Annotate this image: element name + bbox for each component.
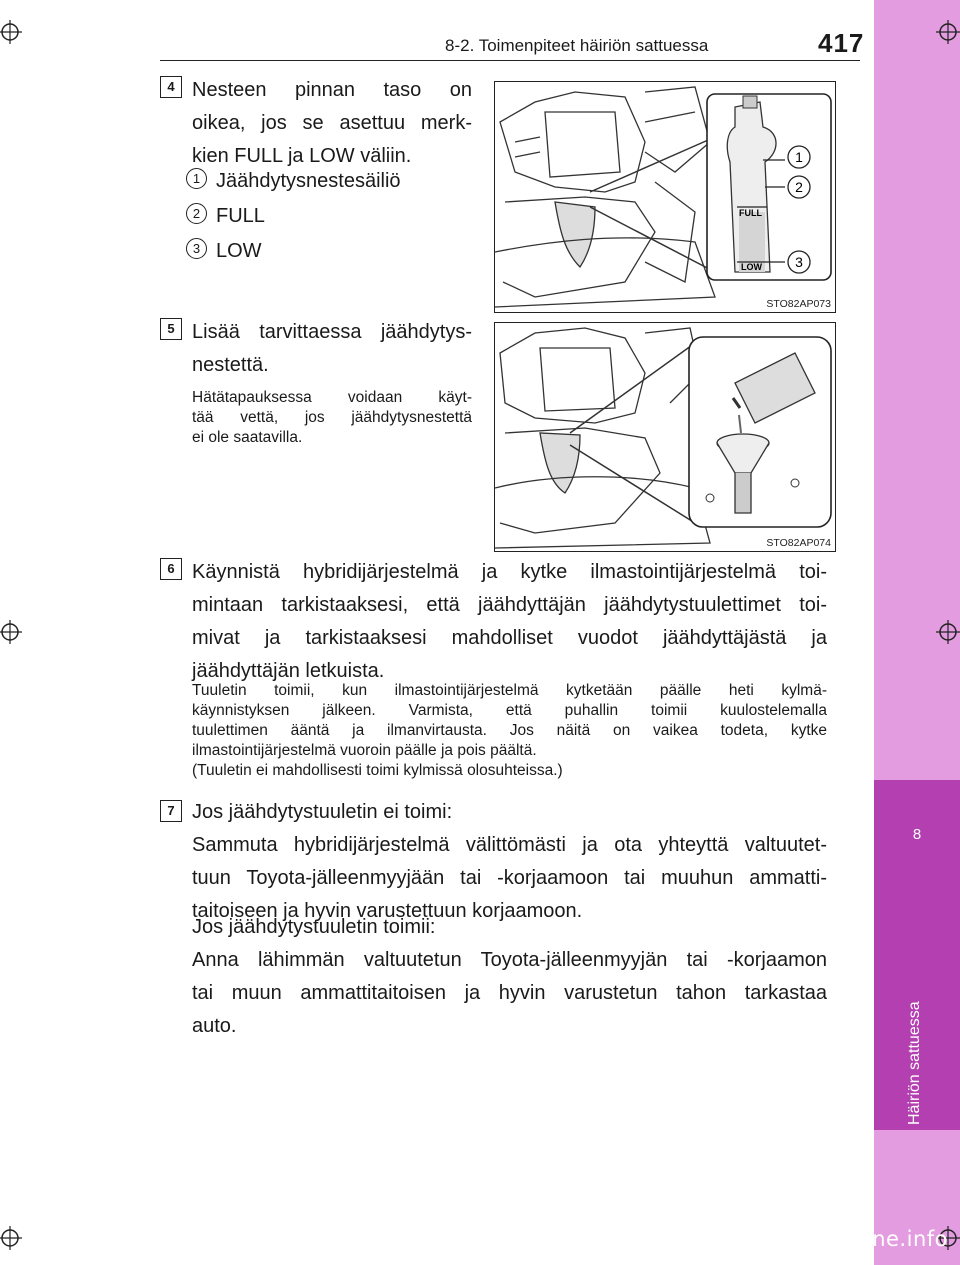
callout-1: 1 xyxy=(795,149,803,165)
svg-text:LOW: LOW xyxy=(741,262,762,272)
step-text: Jos jäähdytystuuletin ei toimi: Sammuta hybridijärjestelmä välittömästi ja ota yhteyttä valtuutet- tuun Toyota-jälleenmyyjään tai -korjaamoon tai muuhun ammatti- taitoiseen ja hyvin varustettuun korjaamoon. xyxy=(192,801,827,922)
header-rule xyxy=(160,60,860,61)
reservoir-inset xyxy=(707,94,831,280)
registration-mark-icon xyxy=(936,620,960,644)
figure-add-coolant xyxy=(494,322,836,552)
registration-mark-icon xyxy=(0,20,22,44)
svg-text:FULL: FULL xyxy=(739,208,762,218)
figure-code: STO82AP074 xyxy=(766,537,831,549)
chapter-label: Häiriön sattuessa xyxy=(906,1001,923,1125)
figure-code: STO82AP073 xyxy=(766,298,831,310)
item-label: Jäähdytysnestesäiliö xyxy=(216,170,401,192)
coolant-pouring-illustration xyxy=(495,323,835,551)
figure-coolant-level xyxy=(494,81,836,313)
pour-inset xyxy=(689,337,831,527)
item-number: 2 xyxy=(186,203,207,224)
watermark: carmanualsonline.info xyxy=(705,1227,948,1251)
registration-mark-icon xyxy=(0,620,22,644)
engine-bay-illustration xyxy=(495,82,835,312)
callout-3: 3 xyxy=(795,254,803,270)
step-number: 6 xyxy=(160,558,182,580)
section-title: 8-2. Toimenpiteet häiriön sattuessa xyxy=(445,36,709,55)
callout-2: 2 xyxy=(795,179,803,195)
registration-mark-icon xyxy=(0,1226,22,1250)
step-number: 7 xyxy=(160,800,182,822)
chapter-number: 8 xyxy=(912,826,922,843)
step-text-alt: Jos jäähdytystuuletin toimii: Anna lähimmän valtuutetun Toyota-jälleenmyyjän tai -korjaamon tai muun ammattitaitoisen ja hyvin varustetun tahon tarkastaa auto. xyxy=(192,916,827,1037)
item-label: LOW xyxy=(216,240,262,262)
item-label: FULL xyxy=(216,205,265,227)
step-note: Tuuletin toimii, kun ilmastointijärjestelmä kytketään päälle heti kylmä- käynnistyksen jälkeen. Varmista, että puhallin toimii kuulostelemalla tuulettimen ääntä ja ilmanvirtausta. Jos näitä on vaikea todeta, kytke ilmastointijärjestelmä vuoroin päälle ja pois päältä. (Tuuletin ei mahdollisesti toimi kylmissä olosuhteissa.) xyxy=(192,682,827,779)
step-number: 4 xyxy=(160,76,182,98)
item-number: 1 xyxy=(186,168,207,189)
step-text: Käynnistä hybridijärjestelmä ja kytke ilmastointijärjestelmä toi- mintaan tarkistaaksesi, että jäähdyttäjän jäähdytystuulettimet toi- mivat ja tarkistaaksesi mahdolliset vuodot jäähdyttäjästä ja jäähdyttäjän letkuista. xyxy=(192,561,827,682)
step-note: Hätätapauksessa voidaan käyt- tää vettä, jos jäähdytysnestettä ei ole saatavilla. xyxy=(192,389,472,446)
item-number: 3 xyxy=(186,238,207,259)
page-number: 417 xyxy=(818,28,865,58)
registration-mark-icon xyxy=(936,20,960,44)
step-number: 5 xyxy=(160,318,182,340)
step-text: Lisää tarvittaessa jäähdytys- nestettä. xyxy=(192,321,472,376)
step-text: Nesteen pinnan taso on oikea, jos se asettuu merk- kien FULL ja LOW väliin. xyxy=(192,79,472,167)
